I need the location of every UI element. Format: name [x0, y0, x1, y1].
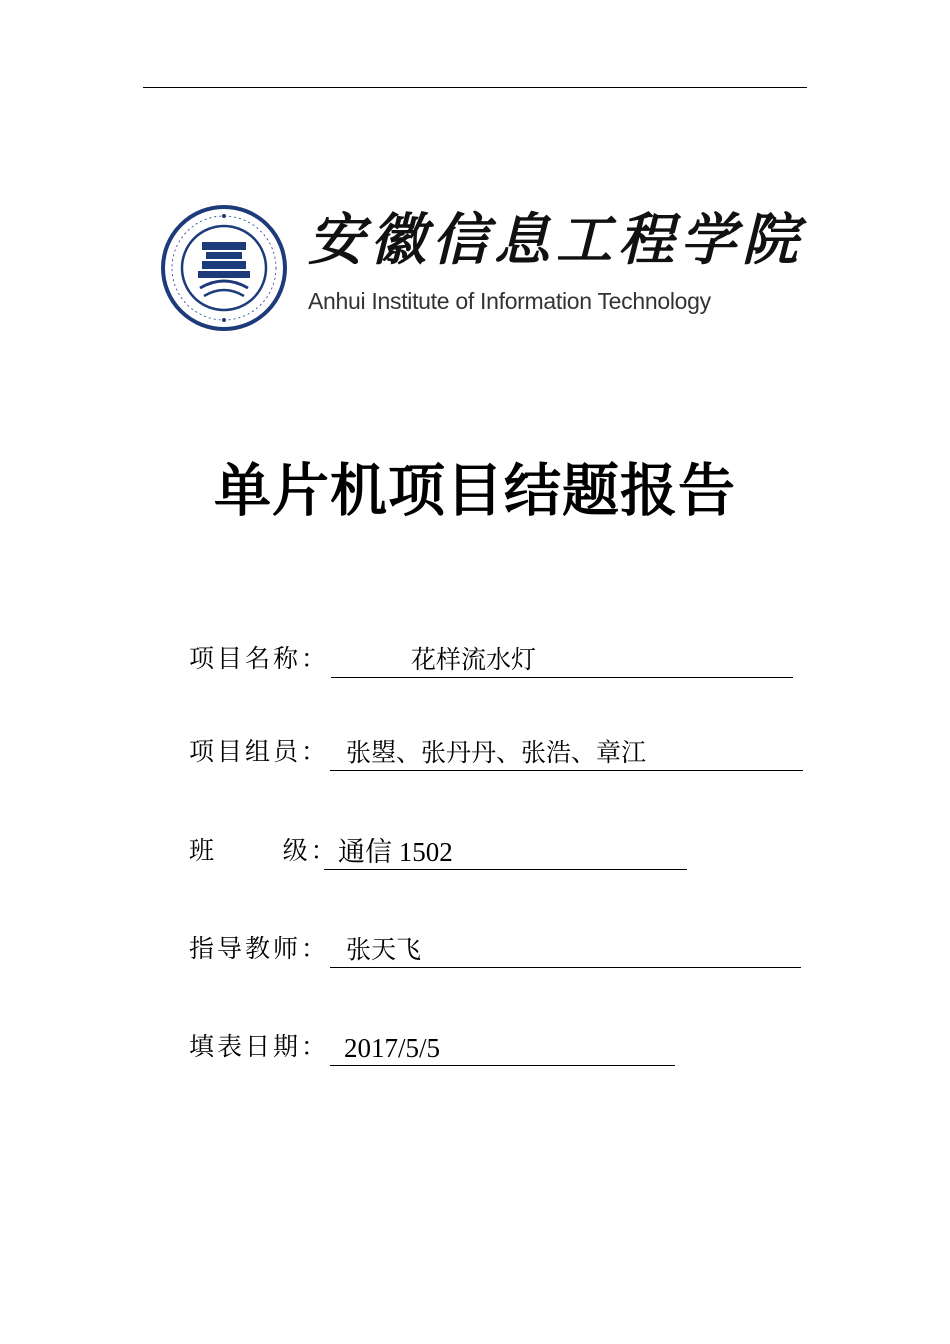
field-value-class: 通信 1502	[324, 837, 687, 870]
field-label: 班 级：	[189, 836, 339, 865]
field-date	[189, 1026, 679, 1066]
header-rule	[143, 87, 807, 88]
field-value-advisor: 张天飞	[330, 935, 801, 968]
field-advisor	[189, 928, 803, 968]
field-class	[189, 830, 689, 870]
field-label: 项目名称：	[189, 644, 330, 673]
institute-name-cn: 安徽信息工程学院	[308, 207, 804, 273]
document-title: 单片机项目结题报告	[214, 457, 736, 524]
field-label: 项目组员：	[189, 737, 330, 766]
field-label: 指导教师：	[189, 934, 330, 963]
field-value-date: 2017/5/5	[330, 1033, 675, 1066]
field-project-name	[189, 638, 799, 678]
institute-logo	[160, 200, 804, 335]
field-label: 填表日期：	[189, 1032, 330, 1061]
institute-seal-icon	[160, 204, 288, 332]
institute-name-en: Anhui Institute of Information Technology	[308, 288, 711, 314]
field-members	[189, 731, 805, 771]
field-value-members: 张曌、张丹丹、张浩、章江	[330, 738, 803, 771]
field-value-project-name: 花样流水灯	[331, 645, 793, 678]
